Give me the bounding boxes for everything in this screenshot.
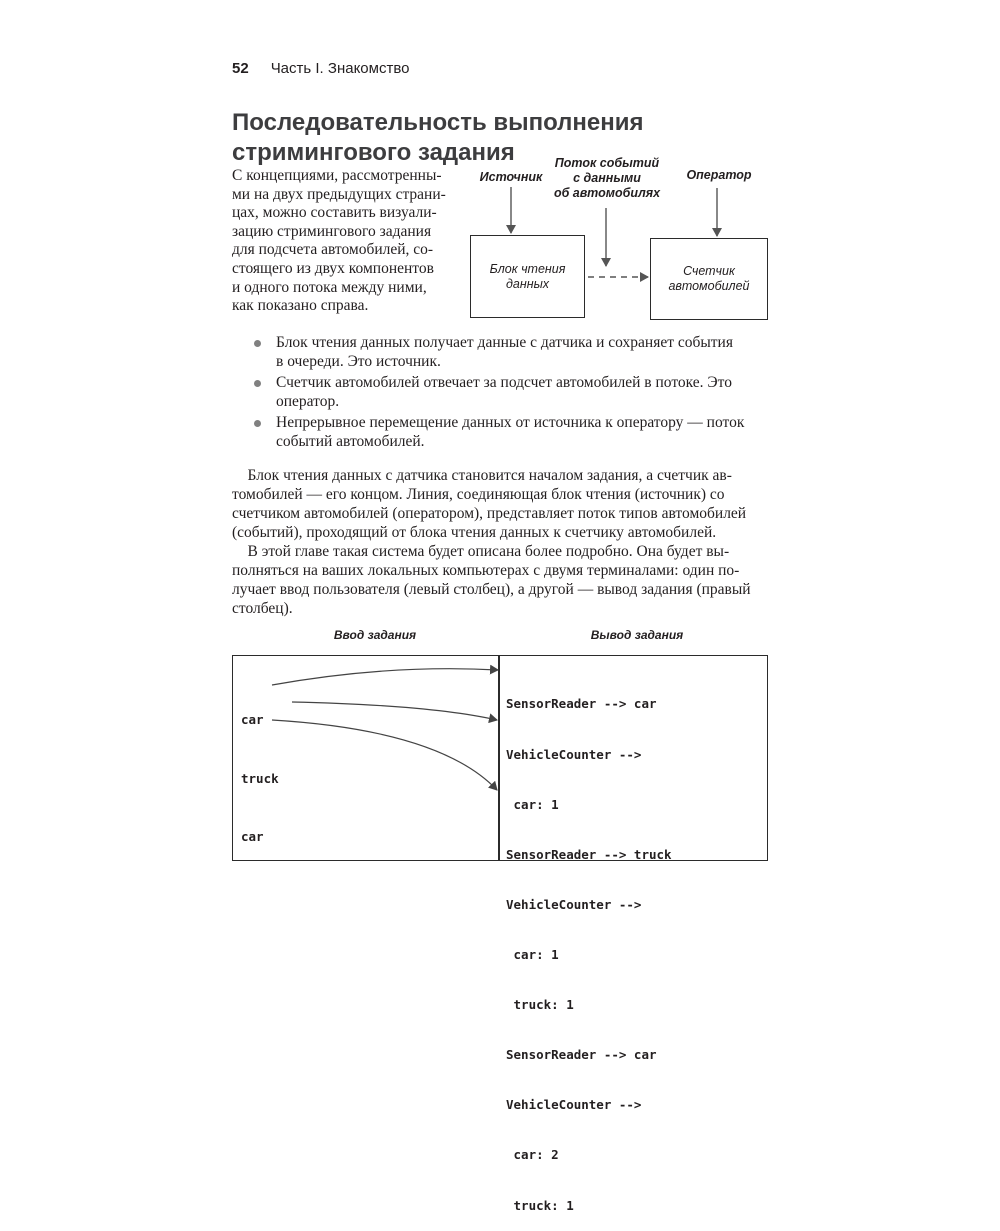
list-item-line: Непрерывное перемещение данных от источника к оператору — поток bbox=[276, 414, 745, 431]
input-line: truck bbox=[241, 770, 279, 786]
list-item-line: в очереди. Это источник. bbox=[276, 353, 441, 370]
output-line: car: 1 bbox=[506, 946, 559, 962]
vehicle-counter-label-line: Счетчик bbox=[683, 264, 735, 278]
intro-line: как показано справа. bbox=[232, 297, 369, 315]
output-line: truck: 1 bbox=[506, 1197, 574, 1213]
output-column-header: Вывод задания bbox=[590, 628, 684, 642]
input-line: car bbox=[241, 712, 264, 727]
list-item-line: событий автомобилей. bbox=[276, 433, 425, 450]
paragraph-line: полняться на ваших локальных компьютерах с двумя терминалами: один по- bbox=[232, 562, 740, 579]
list-item-line: Блок чтения данных получает данные с датчика и сохраняет события bbox=[276, 334, 733, 351]
arrow-car-2 bbox=[272, 720, 497, 790]
intro-line: зацию стримингового задания bbox=[232, 222, 432, 240]
output-line: car: 1 bbox=[506, 796, 559, 812]
output-line: truck: 1 bbox=[506, 997, 574, 1013]
input-line: car bbox=[241, 829, 264, 844]
intro-line: цах, можно составить визуали- bbox=[232, 204, 437, 222]
vehicle-counter-label-line: автомобилей bbox=[668, 279, 750, 293]
label-event-stream-line: об автомобилях bbox=[553, 186, 661, 200]
intro-line: для подсчета автомобилей, со- bbox=[232, 241, 434, 259]
section-title-line-1: Последовательность выполнения bbox=[232, 109, 644, 136]
label-event-stream-line: с данными bbox=[573, 171, 641, 185]
output-line: SensorReader --> car bbox=[506, 696, 657, 712]
label-event-stream-line: Поток событий bbox=[554, 156, 660, 170]
page-number: 52 bbox=[232, 60, 249, 77]
input-column-header: Ввод задания bbox=[333, 628, 417, 642]
paragraph-line: столбец). bbox=[232, 600, 293, 617]
output-line: VehicleCounter --> bbox=[506, 896, 642, 912]
intro-line: ми на двух предыдущих страни- bbox=[232, 185, 446, 203]
paragraph-line: томобилей — его концом. Линия, соединяющая блок чтения (источник) со bbox=[232, 486, 725, 503]
running-title: Часть I. Знакомство bbox=[270, 60, 410, 77]
paragraph-line: В этой главе такая система будет описана более подробно. Она будет вы- bbox=[232, 543, 730, 560]
intro-line: и одного потока между ними, bbox=[232, 278, 427, 296]
label-operator: Оператор bbox=[686, 168, 752, 182]
output-line: VehicleCounter --> bbox=[506, 1097, 642, 1113]
intro-line: стоящего из двух компонентов bbox=[232, 259, 434, 277]
output-line: car: 2 bbox=[506, 1147, 559, 1163]
paragraph-line: Блок чтения данных с датчика становится началом задания, а счетчик ав- bbox=[232, 467, 732, 484]
output-line: SensorReader --> truck bbox=[506, 846, 672, 862]
output-line: VehicleCounter --> bbox=[506, 746, 642, 762]
sensor-reader-label-line: данных bbox=[505, 276, 550, 291]
sensor-reader-label-line: Блок чтения bbox=[489, 261, 566, 276]
list-item-line: оператор. bbox=[276, 393, 340, 410]
list-item-line: Счетчик автомобилей отвечает за подсчет автомобилей в потоке. Это bbox=[276, 374, 732, 391]
arrow-truck bbox=[292, 702, 497, 720]
paragraph-line: лучает ввод пользователя (левый столбец), а другой — вывод задания (правый bbox=[232, 581, 751, 598]
paragraph-line: (событий), проходящий от блока чтения данных к счетчику автомобилей. bbox=[232, 524, 717, 541]
output-line: SensorReader --> car bbox=[506, 1047, 657, 1063]
arrow-car-1 bbox=[272, 669, 498, 685]
section-title-line-2: стримингового задания bbox=[232, 139, 515, 166]
intro-line: С концепциями, рассмотренны- bbox=[232, 167, 442, 184]
label-source: Источник bbox=[479, 170, 543, 184]
paragraph-line: счетчиком автомобилей (оператором), представляет поток типов автомобилей bbox=[232, 505, 747, 522]
